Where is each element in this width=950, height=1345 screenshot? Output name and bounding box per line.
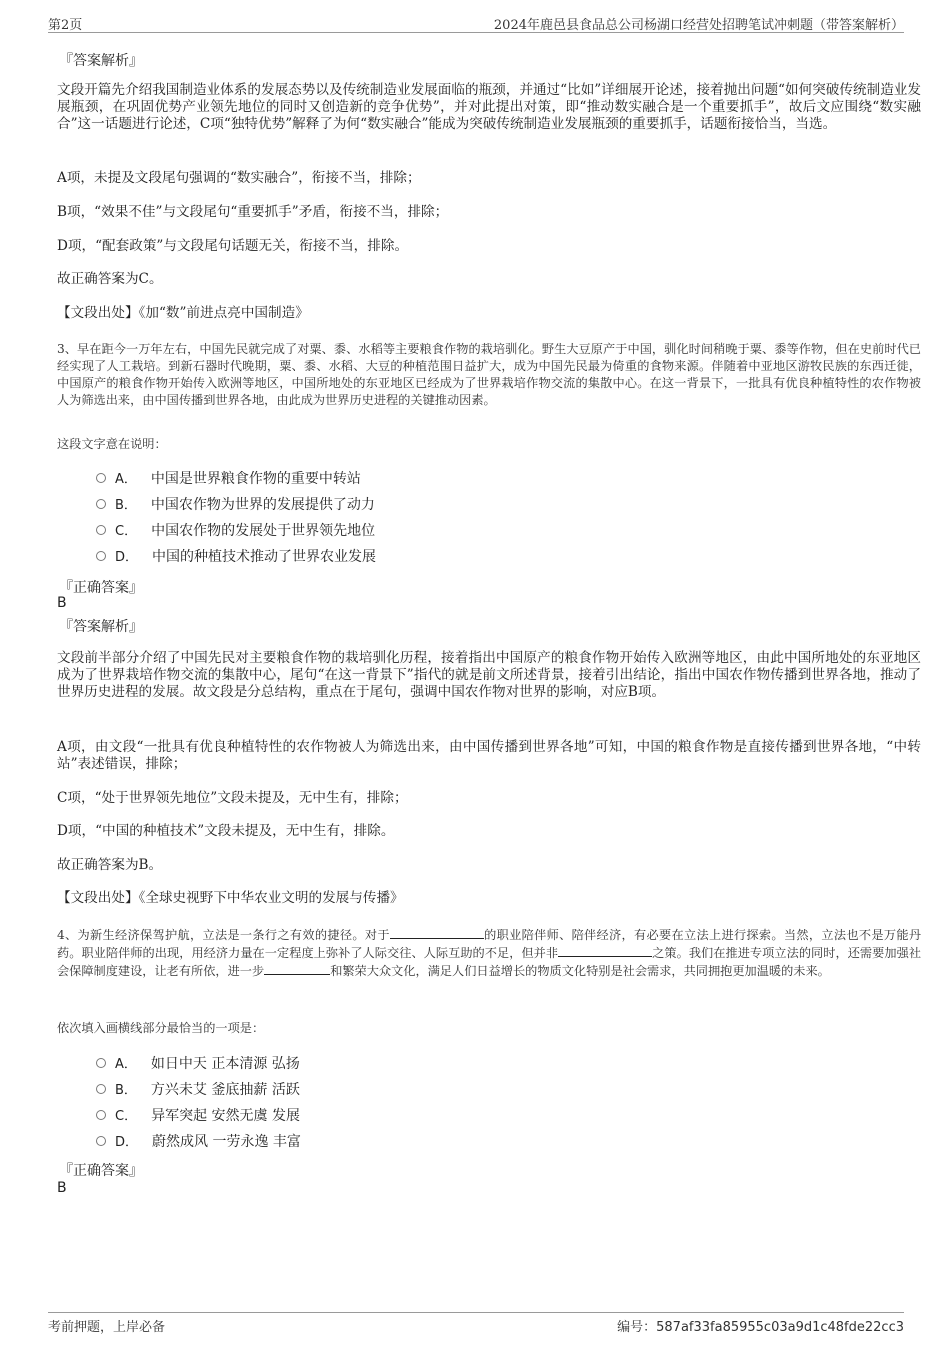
analysis-conclusion: 故正确答案为C。: [57, 271, 163, 287]
radio-icon[interactable]: [96, 551, 106, 561]
q3-option-d[interactable]: D． 中国的种植技术推动了世界农业发展: [96, 547, 376, 567]
page-number: 第2页: [48, 18, 83, 33]
radio-icon[interactable]: [96, 1058, 106, 1068]
fill-blank-2: [558, 944, 652, 957]
page-footer: [48, 1312, 904, 1335]
q4-option-d[interactable]: D． 蔚然成风 一劳永逸 丰富: [96, 1132, 301, 1152]
document-code: 编号：587af33fa85955c03a9d1c48fde22cc3: [617, 1320, 904, 1335]
analysis-option-b: B项，“效果不佳”与文段尾句“重要抓手”矛盾，衔接不当，排除；: [57, 204, 449, 220]
analysis-option-a: A项，由文段“一批具有优良种植特性的农作物被人为筛选出来，由中国传播到世界各地”可知，中国的粮食作物是直接传播到世界各地，“中转站”表述错误，排除；: [57, 739, 921, 772]
answer-label: 『正确答案』: [59, 580, 143, 596]
q3-option-b[interactable]: B． 中国农作物为世界的发展提供了动力: [96, 495, 375, 515]
analysis-text: 文段前半部分介绍了中国先民对主要粮食作物的栽培驯化历程，接着指出中国原产的粮食作物开始传入欧洲等地区，由此中国所地处的东亚地区成为了世界栽培作物交流的集散中心，尾句“在这一背景下”指代的就是前文所述背景，接着引出结论，指出中国农作物传播到世界各地，推动了世界历史进程的发展。故文段是分总结构，重点在于尾句，强调中国农作物对世界的影响，对应B项。: [57, 650, 921, 700]
q3-option-c[interactable]: C． 中国农作物的发展处于世界领先地位: [96, 521, 375, 541]
analysis-option-d: D项，“中国的种植技术”文段未提及，无中生有，排除。: [57, 823, 395, 839]
radio-icon[interactable]: [96, 1110, 106, 1120]
analysis-text: 文段开篇先介绍我国制造业体系的发展态势以及传统制造业发展面临的瓶颈，并通过“比如”详细展开论述，接着抛出问题“如何突破传统制造业发展瓶颈，在巩固优势产业领先地位的同时又创造新的竞争优势”，并对此提出对策，即“推动数实融合是一个重要抓手”，故后文应围绕“数实融合”这一话题进行论述，C项“独特优势”解释了为何“数实融合”能成为突破传统制造业发展瓶颈的重要抓手，话题衔接恰当，当选。: [57, 82, 921, 132]
analysis-option-d: D项，“配套政策”与文段尾句话题无关，衔接不当，排除。: [57, 238, 409, 254]
fill-blank-1: [390, 926, 484, 939]
passage-source: 【文段出处】《加“数”前进点亮中国制造》: [57, 305, 309, 321]
question-4-text: 4、为新生经济保驾护航，立法是一条行之有效的捷径。对于 的职业陪伴师、陪伴经济，有必要在立法上进行探索。当然，立法也不是万能丹药。职业陪伴师的出现，用经济力量在一定程度上弥补了人际交往、人际互助的不足，但并非 之策。我们在推进专项立法的同时，还需要加强社会保障制度建设，让老有所依，进一步 和繁荣大众文化，满足人们日益增长的物质文化特别是社会需求，共同拥抱更加温暖的未来。: [57, 928, 922, 978]
radio-icon[interactable]: [96, 1084, 106, 1094]
question-3-text: 3、早在距今一万年左右，中国先民就完成了对粟、黍、水稻等主要粮食作物的栽培驯化。野生大豆原产于中国，驯化时间稍晚于粟、黍等作物，但在史前时代已经实现了人工栽培。到新石器时代晚期，粟、黍、水稻、大豆的种植范围日益扩大，成为中国先民最为倚重的食物来源。伴随着中亚地区游牧民族的东西迁徙，中国原产的粮食作物开始传入欧洲等地区，中国所地处的东亚地区已经成为了世界栽培作物交流的集散中心。在这一背景下，一批具有优良种植特性的农作物被人为筛选出来，由中国传播到世界各地，由此成为世界历史进程的关键推动因素。: [57, 342, 921, 407]
answer-label: 『正确答案』: [59, 1163, 143, 1179]
question-4-prompt: 依次填入画横线部分最恰当的一项是：: [57, 1021, 265, 1035]
fill-blank-3: [264, 962, 330, 975]
q4-option-c[interactable]: C． 异军突起 安然无虞 发展: [96, 1106, 300, 1126]
passage-source: 【文段出处】《全球史视野下中华农业文明的发展与传播》: [57, 890, 404, 906]
analysis-conclusion: 故正确答案为B。: [57, 857, 163, 873]
radio-icon[interactable]: [96, 1136, 106, 1146]
q4-option-a[interactable]: A． 如日中天 正本清源 弘扬: [96, 1054, 300, 1074]
analysis-label: 『答案解析』: [59, 53, 143, 69]
radio-icon[interactable]: [96, 499, 106, 509]
analysis-option-c: C项，“处于世界领先地位”文段未提及，无中生有，排除；: [57, 790, 408, 806]
document-title: 2024年鹿邑县食品总公司杨湖口经营处招聘笔试冲刺题（带答案解析）: [493, 18, 904, 33]
question-3-prompt: 这段文字意在说明：: [57, 437, 167, 451]
page-header: [48, 14, 904, 33]
radio-icon[interactable]: [96, 525, 106, 535]
footer-slogan: 考前押题，上岸必备: [48, 1320, 166, 1335]
answer-value: B: [57, 595, 67, 611]
q4-option-b[interactable]: B． 方兴未艾 釜底抽薪 活跃: [96, 1080, 300, 1100]
analysis-option-a: A项，未提及文段尾句强调的“数实融合”，衔接不当，排除；: [57, 170, 421, 186]
answer-value: B: [57, 1180, 67, 1196]
radio-icon[interactable]: [96, 473, 106, 483]
q3-option-a[interactable]: A． 中国是世界粮食作物的重要中转站: [96, 469, 361, 489]
analysis-label: 『答案解析』: [59, 619, 143, 635]
